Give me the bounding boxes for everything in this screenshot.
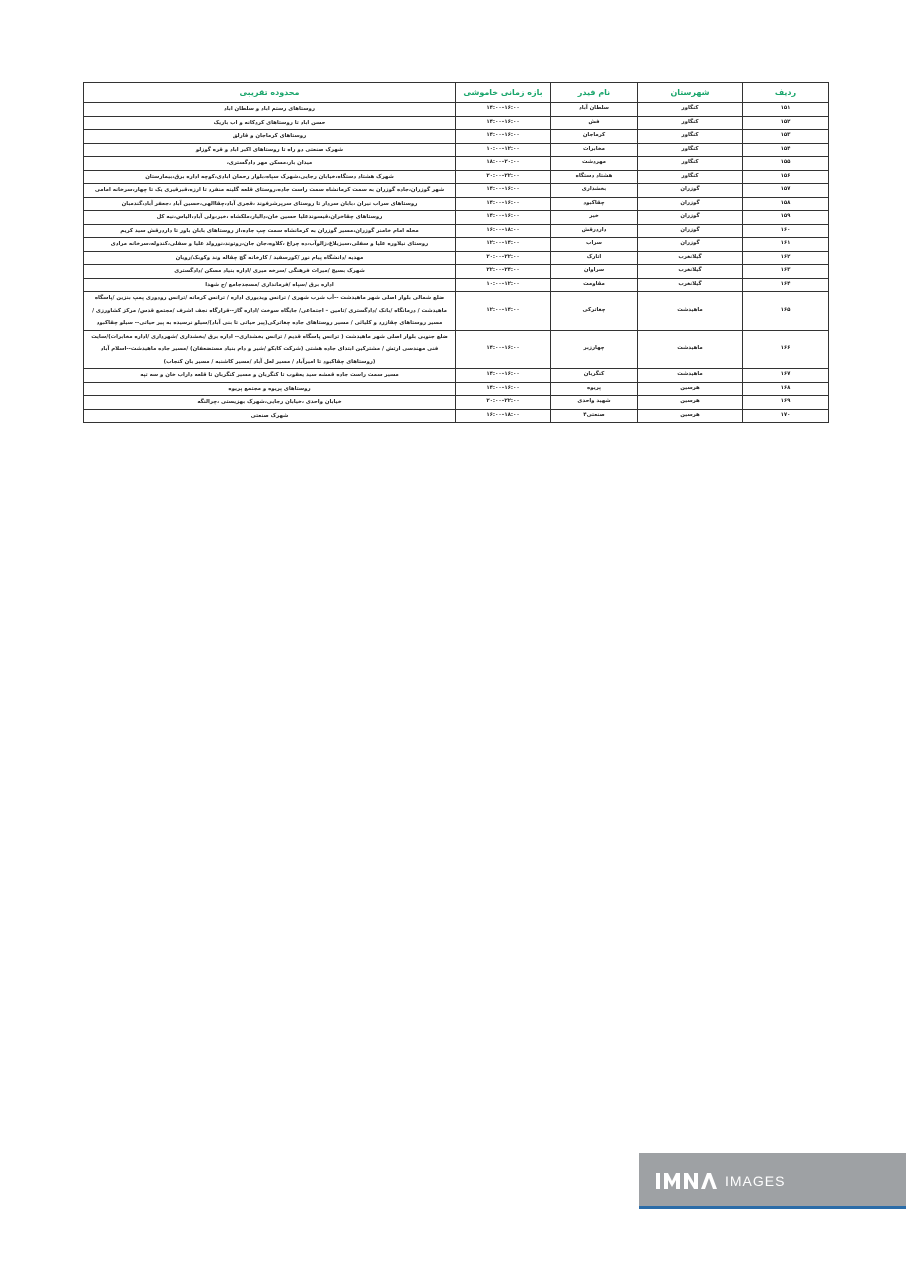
feeder-cell: شهید واحدی: [551, 396, 638, 410]
city-cell: گوزران: [638, 211, 743, 225]
feeder-cell: چهارزبر: [551, 330, 638, 369]
time-range-cell: ۱۶:۰۰–۱۸:۰۰: [456, 224, 551, 238]
time-range-cell: ۱۴:۰۰–۱۶:۰۰: [456, 103, 551, 117]
watermark-label: IMAGES: [725, 1173, 786, 1189]
header-row-number: ردیف: [743, 83, 829, 103]
area-cell: اداره برق /سپاه /فرمانداری /مسجدجامع /ج شهدا: [84, 278, 456, 292]
time-range-cell: ۱۴:۰۰–۱۶:۰۰: [456, 116, 551, 130]
area-cell: مسیر سمت راست جاده قمشه سید یعقوب تا کنگربان و مسیر کنگربان تا قلعه داراب خان و سه تپه: [84, 369, 456, 383]
area-cell: شهرک بسیج /میراث فرهنگی /سرخه میری /اداره بنیاد مسکن /دادگستری: [84, 265, 456, 279]
feeder-cell: چقاکبود: [551, 197, 638, 211]
row-number-cell: ۱۷۰: [743, 409, 829, 423]
city-cell: هرسین: [638, 382, 743, 396]
time-range-cell: ۱۰:۰۰–۱۲:۰۰: [456, 278, 551, 292]
time-range-cell: ۱۴:۰۰–۱۶:۰۰: [456, 184, 551, 198]
feeder-cell: صنعتی۴: [551, 409, 638, 423]
time-range-cell: ۱۴:۰۰–۱۶:۰۰: [456, 382, 551, 396]
table-row: [84, 251, 829, 265]
header-feeder: نام فیدر: [551, 83, 638, 103]
feeder-cell: سراب: [551, 238, 638, 252]
row-number-cell: ۱۶۵: [743, 292, 829, 331]
feeder-cell: مهردشت: [551, 157, 638, 171]
table-row: [84, 130, 829, 144]
city-cell: کنگاور: [638, 143, 743, 157]
row-number-cell: ۱۵۵: [743, 157, 829, 171]
time-range-cell: ۱۶:۰۰–۱۸:۰۰: [456, 409, 551, 423]
table-row: [84, 330, 829, 369]
table-row: [84, 409, 829, 423]
row-number-cell: ۱۶۷: [743, 369, 829, 383]
table-row: [84, 103, 829, 117]
feeder-cell: مقاومت: [551, 278, 638, 292]
row-number-cell: ۱۵۲: [743, 116, 829, 130]
feeder-cell: بخشداری: [551, 184, 638, 198]
time-range-cell: ۱۲:۰۰–۱۴:۰۰: [456, 292, 551, 331]
city-cell: گوزران: [638, 184, 743, 198]
area-cell: روستاهای چقاخران،قیسوندعلیا حسین خان،دالیار،ملکشاه ،خیر،ولی آباد،الیاس،نیه کل: [84, 211, 456, 225]
city-cell: گیلانغرب: [638, 251, 743, 265]
row-number-cell: ۱۶۳: [743, 265, 829, 279]
table-row: [84, 143, 829, 157]
city-cell: کنگاور: [638, 130, 743, 144]
area-cell: شهرک صنعتی دو راه تا روستاهای اکبر اباد و قره گوزلو: [84, 143, 456, 157]
city-cell: ماهیدشت: [638, 369, 743, 383]
time-range-cell: ۱۸:۰۰–۲۰:۰۰: [456, 157, 551, 171]
area-cell: شهرک صنعتی: [84, 409, 456, 423]
header-area: محدوده تقریبی: [84, 83, 456, 103]
feeder-cell: مخابرات: [551, 143, 638, 157]
time-range-cell: ۲۲:۰۰–۲۴:۰۰: [456, 265, 551, 279]
header-time: بازه زمانی خاموشی: [456, 83, 551, 103]
row-number-cell: ۱۵۴: [743, 143, 829, 157]
feeder-cell: فش: [551, 116, 638, 130]
header-city: شهرستان: [638, 83, 743, 103]
area-cell: روستاهای کرماجان و قارلق: [84, 130, 456, 144]
city-cell: هرسین: [638, 396, 743, 410]
table-row: [84, 292, 829, 331]
city-cell: کنگاور: [638, 103, 743, 117]
row-number-cell: ۱۵۷: [743, 184, 829, 198]
row-number-cell: ۱۶۶: [743, 330, 829, 369]
table-row: [84, 278, 829, 292]
feeder-cell: سلطان آباد: [551, 103, 638, 117]
feeder-cell: داردرقش: [551, 224, 638, 238]
feeder-cell: کرماجان: [551, 130, 638, 144]
city-cell: گیلانغرب: [638, 265, 743, 279]
table-header-row: [84, 83, 829, 103]
table-row: [84, 265, 829, 279]
city-cell: گوزران: [638, 197, 743, 211]
table-row: [84, 211, 829, 225]
time-range-cell: ۱۴:۰۰–۱۶:۰۰: [456, 211, 551, 225]
city-cell: کنگاور: [638, 170, 743, 184]
feeder-cell: کنگربان: [551, 369, 638, 383]
table-row: [84, 396, 829, 410]
area-cell: میدان بار،مسکن مهر دادگستری،: [84, 157, 456, 171]
time-range-cell: ۱۴:۰۰–۱۶:۰۰: [456, 369, 551, 383]
city-cell: گوزران: [638, 238, 743, 252]
table-row: [84, 157, 829, 171]
city-cell: گوزران: [638, 224, 743, 238]
row-number-cell: ۱۵۸: [743, 197, 829, 211]
table-row: [84, 116, 829, 130]
city-cell: هرسین: [638, 409, 743, 423]
area-cell: مهدیه /دانشگاه پیام نور /کورسفید / کارخانه گچ چقاله وند وکوبک/رویان: [84, 251, 456, 265]
time-range-cell: ۱۴:۰۰–۱۶:۰۰: [456, 197, 551, 211]
area-cell: شهر گوزران،جاده گوزران به سمت کرمانشاه سمت راست جاده،روستای قلعه گلینه منفرد تا ارزه،قبرقیری یک تا چهار،سرخانه امامی: [84, 184, 456, 198]
area-cell: حسن اباد تا روستاهای کردکانه و اب باریک: [84, 116, 456, 130]
area-cell: روستاهای رستم اباد و سلطان اباد: [84, 103, 456, 117]
time-range-cell: ۱۴:۰۰–۱۶:۰۰: [456, 130, 551, 144]
row-number-cell: ۱۶۱: [743, 238, 829, 252]
table-row: [84, 184, 829, 198]
city-cell: ماهیدشت: [638, 292, 743, 331]
time-range-cell: ۲۰:۰۰–۲۲:۰۰: [456, 251, 551, 265]
city-cell: گیلانغرب: [638, 278, 743, 292]
row-number-cell: ۱۶۹: [743, 396, 829, 410]
table-row: [84, 238, 829, 252]
time-range-cell: ۱۲:۰۰–۱۴:۰۰: [456, 238, 551, 252]
row-number-cell: ۱۵۹: [743, 211, 829, 225]
time-range-cell: ۲۰:۰۰–۲۲:۰۰: [456, 170, 551, 184]
city-cell: کنگاور: [638, 116, 743, 130]
table-row: [84, 224, 829, 238]
feeder-cell: چغاترکی: [551, 292, 638, 331]
time-range-cell: ۲۰:۰۰–۲۲:۰۰: [456, 396, 551, 410]
watermark-underline: [639, 1206, 906, 1209]
area-cell: روستاهای پریوه و مجتمع پریوه: [84, 382, 456, 396]
table-row: [84, 170, 829, 184]
watermark: [639, 1153, 906, 1209]
imna-logo: [655, 1171, 719, 1191]
table-row: [84, 369, 829, 383]
table-row: [84, 197, 829, 211]
outage-schedule-table: [83, 82, 829, 423]
feeder-cell: سراوان: [551, 265, 638, 279]
time-range-cell: ۱۰:۰۰–۱۲:۰۰: [456, 143, 551, 157]
area-cell: شهرک هشتاد دستگاه،خیابان رجایی،شهرک سپاه،بلوار رحمان ابادی،کوچه اداره برق،بیمارستان: [84, 170, 456, 184]
city-cell: کنگاور: [638, 157, 743, 171]
row-number-cell: ۱۵۱: [743, 103, 829, 117]
feeder-cell: خیر: [551, 211, 638, 225]
city-cell: ماهیدشت: [638, 330, 743, 369]
time-range-cell: ۱۴:۰۰–۱۶:۰۰: [456, 330, 551, 369]
area-cell: محله امام خامنر گوزران،مسیر گوزران به کرمانشاه سمت چپ جاده،از روستاهای بابان باور تا داردرقش سید کریم: [84, 224, 456, 238]
row-number-cell: ۱۶۴: [743, 278, 829, 292]
area-cell: روستای نیلاوره علیا و سفلی،سبزبلاغ،زالوآب،ده چراغ ،کلاوه،جان جان،روتوند،نورولد علیا و سفلی،کندوله،سرخانه مرادی: [84, 238, 456, 252]
area-cell: ضلع جنوبی بلوار اصلی شهر ماهیدشت ( ترانس پاسگاه قدیم / ترانس بخشداری-- اداره برق /بخشداری /شهرداری /اداره مخابرات)/سایت فنی مهندسی ارتش / مشترکین ابتدای جاده هشتی (شرکت کابکو /شیر و دام بنیاد مستضعفان) /مسیر جاده ماهیدشت--اسلام آباد (روستاهای چقاکبود تا امیرآباد / مسیر لعل آباد /مسیر کاشنبه / مسیر بان کنجاب): [84, 330, 456, 369]
table-row: [84, 382, 829, 396]
row-number-cell: ۱۵۶: [743, 170, 829, 184]
feeder-cell: هشتاد دستگاه: [551, 170, 638, 184]
row-number-cell: ۱۶۰: [743, 224, 829, 238]
feeder-cell: پریوه: [551, 382, 638, 396]
feeder-cell: اتارک: [551, 251, 638, 265]
row-number-cell: ۱۶۸: [743, 382, 829, 396]
area-cell: خیابان واحدی ،خیابان رجایی،شهرک بهزیستی ،چرالنگه: [84, 396, 456, 410]
area-cell: روستاهای سراب نیران ،بابان سردار تا روستای سرپرشرفوند ،قجری آباد،چقاالهی،حسین آباد ،جعفر آباد،گندمبان: [84, 197, 456, 211]
row-number-cell: ۱۶۲: [743, 251, 829, 265]
row-number-cell: ۱۵۳: [743, 130, 829, 144]
area-cell: ضلع شمالی بلوار اصلی شهر ماهیدشت --آب شرب شهری / ترانس ویدیوری اداره / ترانس کرمانه /ترانس رودوری پمپ بنزین /پاسگاه ماهیدشت / درمانگاه /بانک /دادگستری /تامین – اجتماعی/ جایگاه سوخت /اداره گاز--قرارگاه نجف اشرف /مجتمع قدس/ مرکز کشاورزی /مسیر روستاهای چقازرد و کلیائی / مسیر روستاهای جاده چغاترکی(پیر حیاتی تا بنی آباد)/سیلو نرسیده به پیر حیاتی-- سیلو چقاکبود: [84, 292, 456, 331]
